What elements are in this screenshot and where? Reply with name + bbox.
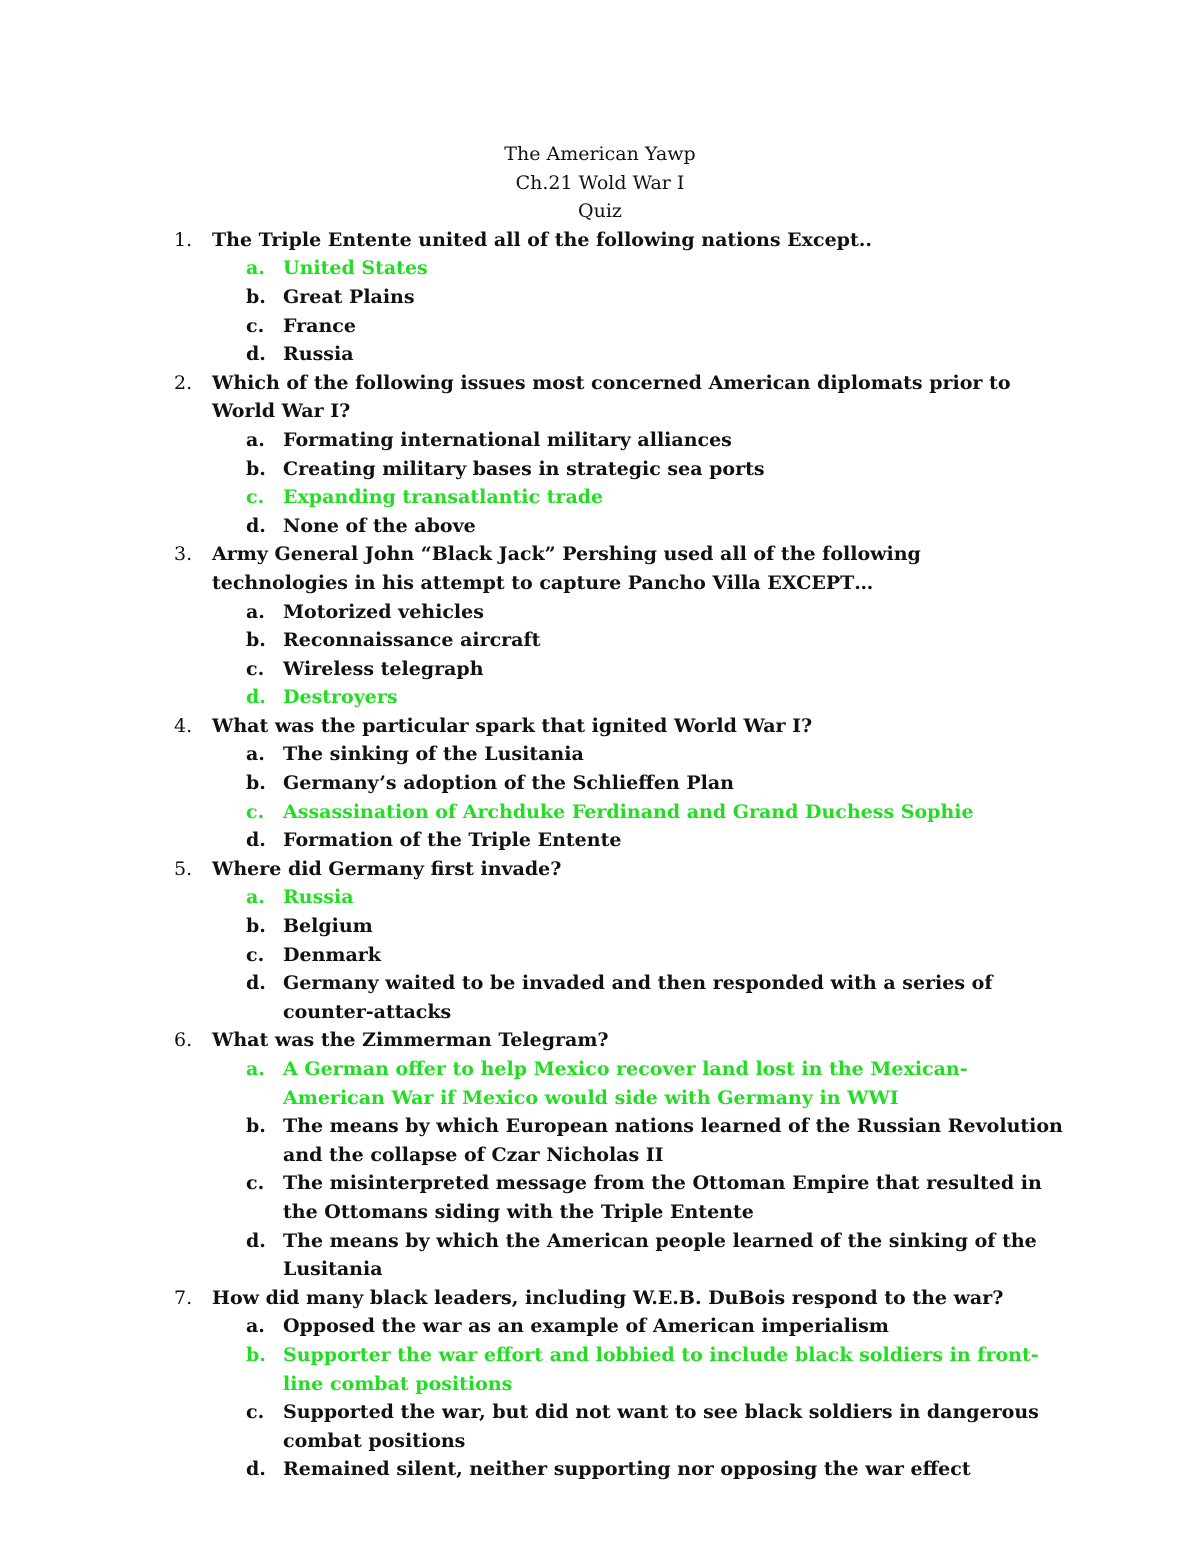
choice-list	[212, 1312, 1062, 1484]
choice-text: Russia	[283, 886, 354, 909]
choice-text: Denmark	[283, 943, 381, 966]
choice-item-correct	[212, 1055, 1063, 1112]
question-number: 2.	[174, 371, 193, 394]
choice-item	[212, 1398, 1063, 1455]
question-number: 7.	[174, 1286, 193, 1309]
choice-letter: c.	[246, 314, 265, 337]
choice-text: Russia	[283, 343, 354, 366]
choice-letter: a.	[246, 886, 265, 909]
choice-item	[212, 941, 1063, 970]
choice-letter: b.	[246, 1343, 266, 1366]
choice-item	[212, 969, 1063, 1026]
choice-text: Supporter the war effort and lobbied to include black soldiers in front-line combat positions	[283, 1343, 1039, 1395]
choice-item-correct	[212, 883, 1063, 912]
choice-letter: d.	[246, 829, 266, 852]
choice-text: United States	[283, 257, 428, 280]
choice-text: Great Plains	[283, 285, 415, 308]
question-text: How did many black leaders, including W.E.B. DuBois respond to the war?	[212, 1286, 1004, 1309]
chapter-title: Ch.21 Wold War I	[515, 171, 685, 194]
choice-item-correct	[212, 1341, 1063, 1398]
choice-letter: b.	[246, 915, 266, 938]
choice-text: Formating international military alliances	[283, 428, 732, 451]
choice-text: The means by which the American people learned of the sinking of the Lusitania	[283, 1229, 1037, 1281]
choice-item	[212, 312, 1063, 341]
choice-letter: b.	[246, 629, 266, 652]
choice-item-correct	[212, 254, 1063, 283]
choice-item	[212, 598, 1063, 627]
choice-list	[212, 740, 1062, 854]
choice-letter: d.	[246, 1458, 266, 1481]
question-text: Army General John “Black Jack” Pershing used all of the following technologies in his attempt to capture Pancho Villa EXCEPT…	[212, 543, 921, 594]
choice-text: France	[283, 314, 356, 337]
choice-text: Creating military bases in strategic sea ports	[283, 457, 765, 480]
choice-item	[212, 1455, 1063, 1484]
choice-item-correct	[212, 483, 1063, 512]
choice-letter: a.	[246, 1315, 265, 1338]
choice-text: Assassination of Archduke Ferdinand and Grand Duchess Sophie	[283, 800, 974, 823]
choice-letter: b.	[246, 1115, 266, 1138]
choice-text: Germany waited to be invaded and then responded with a series of counter-attacks	[283, 972, 993, 1023]
choice-text: Germany’s adoption of the Schlieffen Plan	[283, 772, 734, 795]
choice-letter: c.	[246, 1401, 265, 1424]
choice-letter: c.	[246, 1172, 265, 1195]
question-item	[0, 540, 1062, 712]
question-text: Where did Germany first invade?	[212, 857, 562, 880]
question-number: 6.	[174, 1029, 193, 1052]
choice-item	[212, 826, 1063, 855]
choice-text: Destroyers	[283, 686, 398, 709]
question-text: The Triple Entente united all of the following nations Except..	[212, 228, 872, 251]
question-text: What was the particular spark that ignited World War I?	[212, 714, 813, 737]
choice-letter: a.	[246, 428, 265, 451]
question-item	[0, 1026, 1062, 1283]
question-number: 5.	[174, 857, 193, 880]
choice-item	[212, 1227, 1063, 1284]
choice-item	[212, 912, 1063, 941]
choice-item-correct	[212, 683, 1063, 712]
choice-text: Opposed the war as an example of American imperialism	[283, 1315, 889, 1338]
choice-text: Expanding transatlantic trade	[283, 486, 604, 509]
choice-text: None of the above	[283, 514, 476, 537]
choice-text: The sinking of the Lusitania	[283, 743, 584, 766]
choice-text: Belgium	[283, 915, 373, 938]
choice-letter: a.	[246, 743, 265, 766]
choice-letter: a.	[246, 600, 265, 623]
choice-text: The means by which European nations learned of the Russian Revolution and the collapse of Czar Nicholas II	[283, 1115, 1063, 1166]
choice-item	[212, 655, 1063, 684]
choice-letter: c.	[246, 943, 265, 966]
question-item	[0, 226, 1062, 369]
choice-item	[212, 1312, 1063, 1341]
question-text: Which of the following issues most concerned American diplomats prior to World War I?	[212, 371, 1011, 423]
choice-letter: b.	[246, 772, 266, 795]
quiz-label: Quiz	[578, 200, 622, 223]
choice-letter: d.	[246, 686, 266, 709]
choice-text: Wireless telegraph	[283, 657, 484, 680]
choice-text: Remained silent, neither supporting nor opposing the war effect	[283, 1458, 971, 1481]
question-item	[0, 1284, 1062, 1484]
choice-item	[212, 426, 1063, 455]
choice-text: A German offer to help Mexico recover land lost in the Mexican-American War if Mexico would side with Germany in WWI	[283, 1058, 968, 1109]
choice-text: Supported the war, but did not want to see black soldiers in dangerous combat positions	[283, 1401, 1039, 1452]
choice-item-correct	[212, 798, 1063, 827]
document-page	[0, 140, 1200, 1484]
choice-text: Motorized vehicles	[283, 600, 484, 623]
choice-item	[212, 1112, 1063, 1169]
choice-text: The misinterpreted message from the Ottoman Empire that resulted in the Ottomans siding with the Triple Entente	[283, 1172, 1042, 1223]
choice-item	[212, 512, 1063, 541]
choice-list	[212, 598, 1062, 712]
question-item	[0, 855, 1062, 1027]
choice-letter: d.	[246, 343, 266, 366]
question-number: 1.	[174, 228, 193, 251]
choice-letter: d.	[246, 972, 266, 995]
choice-list	[212, 254, 1062, 368]
question-list	[0, 226, 1200, 1484]
choice-item	[212, 769, 1063, 798]
choice-letter: c.	[246, 800, 265, 823]
choice-letter: c.	[246, 486, 265, 509]
choice-letter: d.	[246, 1229, 266, 1252]
choice-list	[212, 426, 1062, 540]
question-number: 3.	[174, 543, 193, 566]
choice-item	[212, 740, 1063, 769]
choice-item	[212, 626, 1063, 655]
choice-letter: b.	[246, 285, 266, 308]
choice-item	[212, 340, 1063, 369]
choice-text: Reconnaissance aircraft	[283, 629, 541, 652]
choice-letter: a.	[246, 1058, 265, 1080]
choice-letter: c.	[246, 657, 265, 680]
question-text: What was the Zimmerman Telegram?	[212, 1029, 609, 1052]
choice-letter: b.	[246, 457, 266, 480]
choice-letter: d.	[246, 514, 266, 537]
choice-list	[212, 1055, 1062, 1284]
choice-item	[212, 283, 1063, 312]
question-item	[0, 369, 1062, 541]
question-item	[0, 712, 1062, 855]
choice-item	[212, 455, 1063, 484]
choice-text: Formation of the Triple Entente	[283, 829, 622, 852]
choice-letter: a.	[246, 257, 265, 280]
choice-list	[212, 883, 1062, 1026]
document-title: The American Yawp	[504, 143, 696, 165]
choice-item	[212, 1169, 1063, 1226]
question-number: 4.	[174, 714, 193, 737]
